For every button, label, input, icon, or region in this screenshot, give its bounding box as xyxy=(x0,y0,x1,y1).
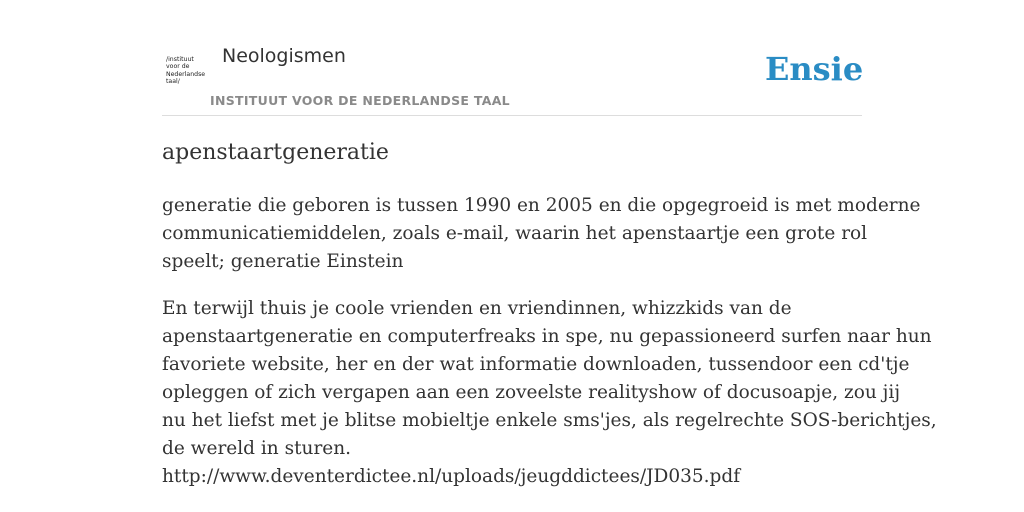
definition-line: communicatiemiddelen, zoals e-mail, waarin het apenstaartje een grote rol xyxy=(162,223,868,244)
logo-line: Nederlandse xyxy=(166,70,206,78)
logo-line: /instituut xyxy=(166,56,194,63)
entry-example xyxy=(162,295,937,491)
example-line: apenstaartgeneratie en computerfreaks in spe, nu gepassioneerd surfen naar hun xyxy=(162,326,932,347)
entry-headword: apenstaartgeneratie xyxy=(162,140,389,165)
example-line: En terwijl thuis je coole vrienden en vriendinnen, whizzkids van de xyxy=(162,298,792,319)
logo-line: voor de xyxy=(166,63,190,71)
example-line: de wereld in sturen. xyxy=(162,438,352,459)
example-line: favoriete website, her en der wat informatie downloaden, tussendoor een cd'tje xyxy=(162,354,910,375)
definition-line: generatie die geboren is tussen 1990 en 2005 en die opgegroeid is met moderne xyxy=(162,195,921,216)
example-line: opleggen of zich vergapen aan een zoveelste realityshow of docusoapje, zou jij xyxy=(162,382,901,403)
institute-name: INSTITUUT VOOR DE NEDERLANDSE TAAL xyxy=(210,93,510,108)
logo-line: taal/ xyxy=(166,78,180,86)
definition-line: speelt; generatie Einstein xyxy=(162,251,404,272)
header-divider xyxy=(162,115,862,116)
example-line: nu het liefst met je blitse mobieltje enkele sms'jes, als regelrechte SOS-berichtjes, xyxy=(162,410,937,431)
ivdnt-logo[interactable] xyxy=(166,56,210,86)
site-name: Neologismen xyxy=(222,45,346,67)
ensie-brand-logo[interactable]: Ensie xyxy=(765,50,864,88)
source-link[interactable]: http://www.deventerdictee.nl/uploads/jeugddictees/JD035.pdf xyxy=(162,466,741,487)
entry-definition xyxy=(162,192,921,276)
